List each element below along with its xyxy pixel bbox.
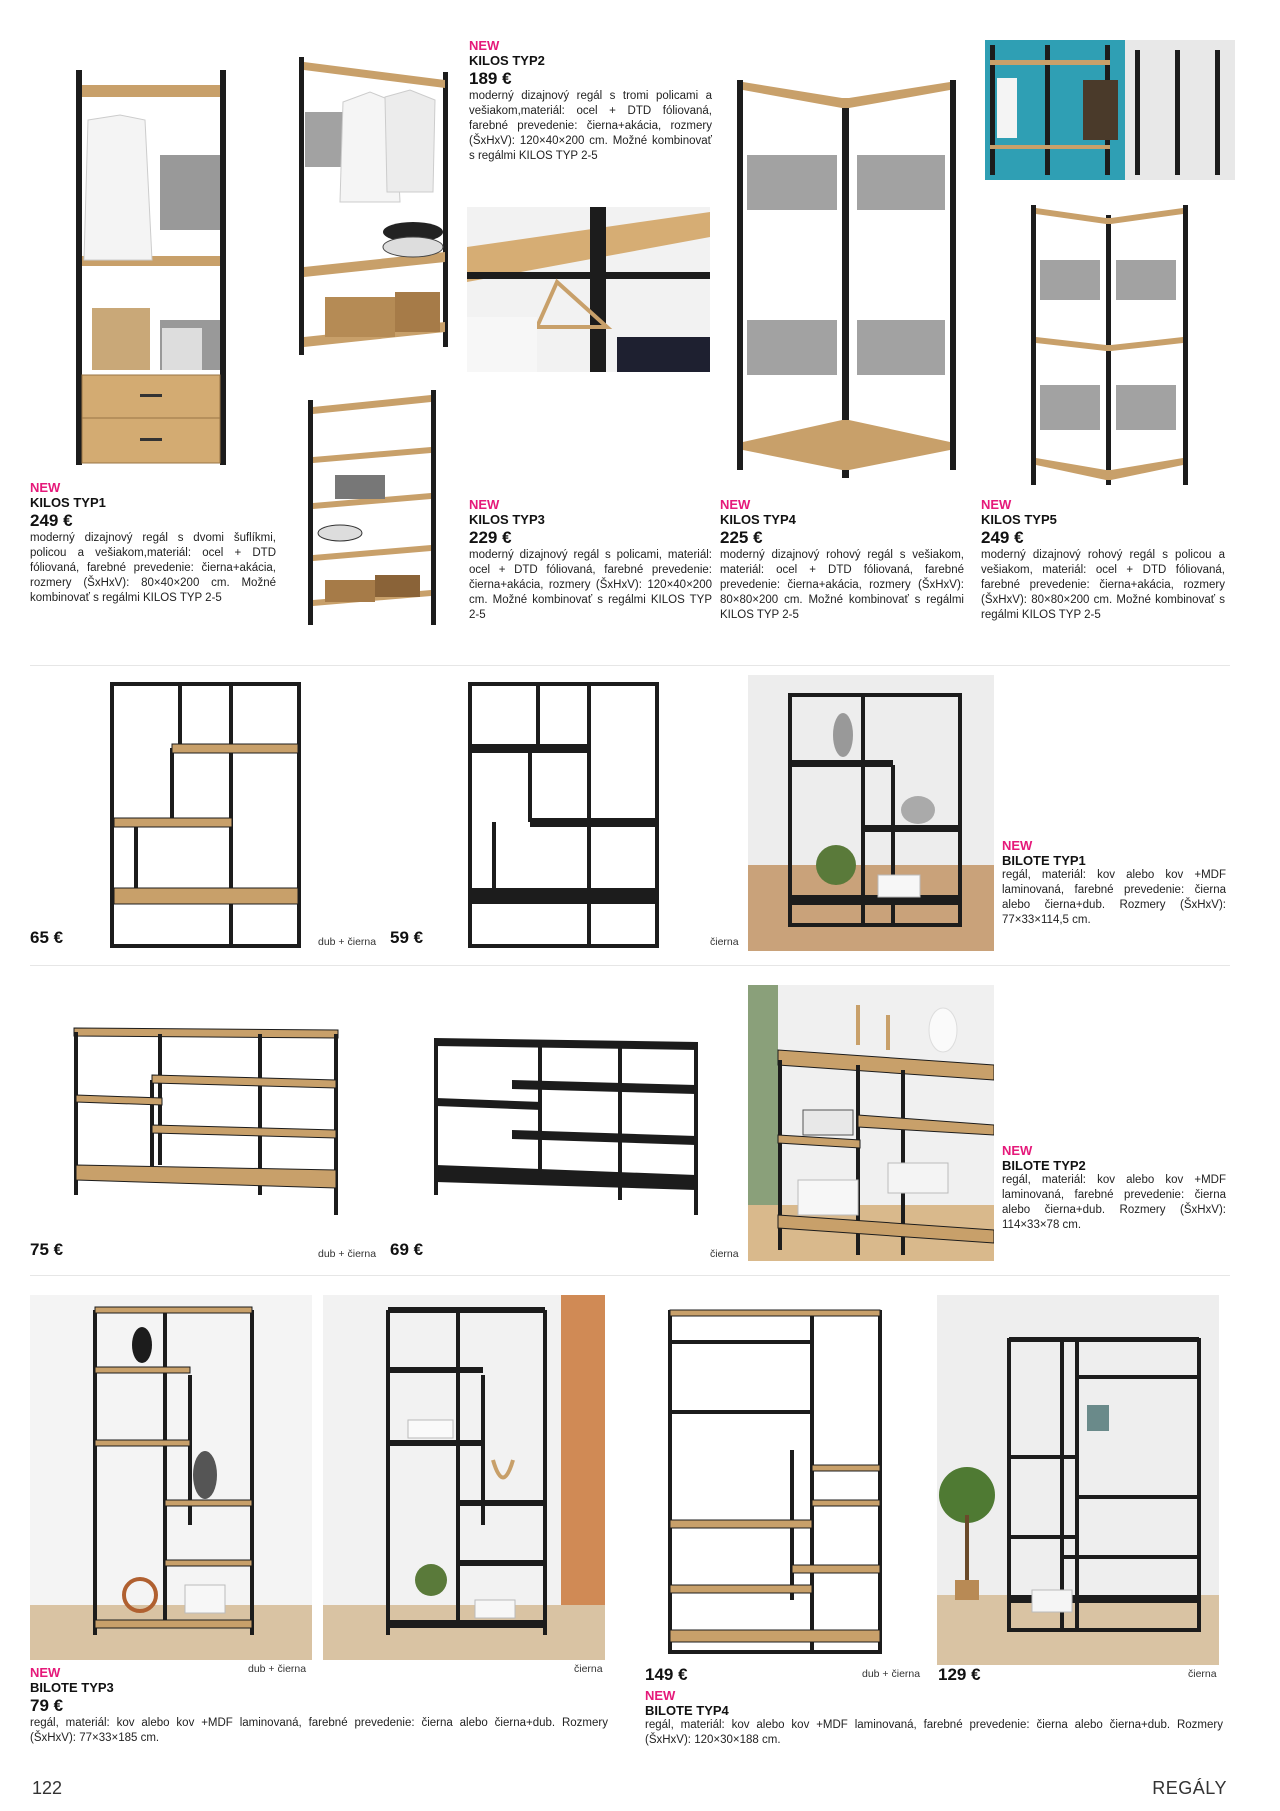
bilote-typ4-info bbox=[645, 1688, 1223, 1748]
new-badge: NEW bbox=[981, 497, 1012, 512]
new-badge: NEW bbox=[30, 1665, 61, 1680]
bilote-typ2-oak-price: 75 € bbox=[30, 1240, 64, 1259]
product-name: KILOS TYP5 bbox=[981, 512, 1057, 527]
product-price: 79 € bbox=[30, 1696, 64, 1715]
product-price: 249 € bbox=[981, 528, 1024, 547]
kilos-typ2-info bbox=[469, 38, 712, 164]
page-number: 122 bbox=[32, 1778, 63, 1798]
new-badge: NEW bbox=[1002, 1143, 1033, 1158]
kilos-typ4-info bbox=[720, 497, 964, 623]
product-description: regál, materiál: kov alebo kov +MDF laminovaná, farebné prevedenie: čierna alebo čierna+dub. Rozmery (ŠxHxV): 77×33×114,5 cm. bbox=[1002, 869, 1226, 926]
bilote-typ3-oak-photo bbox=[30, 1295, 312, 1660]
kilos-typ3-info bbox=[469, 497, 712, 623]
bilote-typ1-black-finish: čierna bbox=[710, 936, 739, 948]
new-badge: NEW bbox=[469, 38, 500, 53]
kilos-typ1-photo bbox=[70, 60, 240, 470]
bilote-typ1-room-photo bbox=[748, 675, 994, 951]
new-badge: NEW bbox=[645, 1688, 676, 1703]
new-badge: NEW bbox=[1002, 838, 1033, 853]
bilote-typ3-black-finish: čierna bbox=[574, 1663, 603, 1675]
product-name: KILOS TYP2 bbox=[469, 53, 545, 68]
new-badge: NEW bbox=[30, 480, 61, 495]
product-description: regál, materiál: kov alebo kov +MDF laminovaná, farebné prevedenie: čierna alebo čierna+dub. Rozmery (ŠxHxV): 120×30×188 cm. bbox=[645, 1719, 1223, 1746]
bilote-typ3-oak-finish: dub + čierna bbox=[248, 1663, 307, 1675]
bilote-typ4-black-photo bbox=[937, 1295, 1219, 1665]
product-price: 249 € bbox=[30, 511, 73, 530]
product-name: KILOS TYP4 bbox=[720, 512, 796, 527]
product-name: BILOTE TYP3 bbox=[30, 1680, 114, 1695]
product-description: moderný dizajnový regál s policami, materiál: ocel + DTD fóliovaná, farebné prevedenie: čierna+akácia, rozmery (ŠxHxV): 120×40×200 cm. Možné kombinovať s regálmi KILOS TYP 2-5 bbox=[469, 549, 712, 621]
product-name: BILOTE TYP4 bbox=[645, 1703, 729, 1718]
bilote-typ2-black-price: 69 € bbox=[390, 1240, 424, 1259]
section-title: REGÁLY bbox=[1152, 1778, 1227, 1798]
section-divider bbox=[30, 665, 1230, 666]
bilote-typ4-black-finish: čierna bbox=[1188, 1668, 1217, 1680]
bilote-typ2-info bbox=[1002, 1143, 1226, 1233]
bilote-typ4-oak-price: 149 € bbox=[645, 1665, 688, 1684]
bilote-typ2-oak-photo bbox=[70, 1020, 345, 1220]
bilote-typ1-oak-finish: dub + čierna bbox=[318, 936, 377, 948]
kilos-typ5-info bbox=[981, 497, 1225, 623]
bilote-typ4-oak-finish: dub + čierna bbox=[862, 1668, 921, 1680]
product-name: BILOTE TYP1 bbox=[1002, 853, 1086, 868]
bilote-typ2-black-photo bbox=[430, 1030, 705, 1220]
kilos-typ5-room-photo bbox=[985, 40, 1235, 180]
section-divider bbox=[30, 965, 1230, 966]
bilote-typ1-black-price: 59 € bbox=[390, 928, 424, 947]
kilos-typ1-info bbox=[30, 480, 276, 606]
product-name: KILOS TYP1 bbox=[30, 495, 106, 510]
product-name: BILOTE TYP2 bbox=[1002, 1158, 1086, 1173]
bilote-typ4-oak-photo bbox=[662, 1300, 892, 1668]
kilos-detail-photo bbox=[467, 207, 710, 372]
product-price: 189 € bbox=[469, 69, 512, 88]
product-description: moderný dizajnový regál s dvomi šuflíkmi, policou a vešiakom,materiál: ocel + DTD fóliovaná, farebné prevedenie: čierna+akácia, rozmery (ŠxHxV): 80×40×200 cm. Možné kombinovať s regálmi KILOS TYP 2-5 bbox=[30, 532, 276, 604]
bilote-typ3-info bbox=[30, 1665, 608, 1746]
bilote-typ1-oak-price: 65 € bbox=[30, 928, 64, 947]
product-description: moderný dizajnový rohový regál s vešiakom, materiál: ocel + DTD fóliovaná, farebné prevedenie: čierna+akácia, rozmery (ŠxHxV): 80×80×200 cm. Možné kombinovať s regálmi KILOS TYP 2-5 bbox=[720, 549, 964, 621]
kilos-typ4-photo bbox=[732, 70, 962, 480]
product-description: moderný dizajnový rohový regál s policou a vešiakom, materiál: ocel + DTD fóliovaná, farebné prevedenie: čierna+akácia, rozmery (ŠxHxV): 80×80×200 cm. Možné kombinovať s regálmi KILOS TYP 2-5 bbox=[981, 549, 1225, 621]
product-description: moderný dizajnový regál s tromi policami a vešiakom,materiál: ocel + DTD fóliovaná, farebné prevedenie: čierna+akácia, rozmery (ŠxHxV): 120×40×200 cm. Možné kombinovať s regálmi KILOS TYP 2-5 bbox=[469, 90, 712, 162]
new-badge: NEW bbox=[720, 497, 751, 512]
product-price: 229 € bbox=[469, 528, 512, 547]
bilote-typ2-room-photo bbox=[748, 985, 994, 1261]
new-badge: NEW bbox=[469, 497, 500, 512]
product-price: 225 € bbox=[720, 528, 763, 547]
bilote-typ1-black-photo bbox=[466, 680, 661, 950]
product-name: KILOS TYP3 bbox=[469, 512, 545, 527]
bilote-typ2-black-finish: čierna bbox=[710, 1248, 739, 1260]
bilote-typ3-black-photo bbox=[323, 1295, 605, 1660]
kilos-typ3-photo bbox=[305, 385, 440, 630]
kilos-typ2-photo bbox=[295, 52, 455, 357]
product-description: regál, materiál: kov alebo kov +MDF laminovaná, farebné prevedenie: čierna alebo čierna+dub. Rozmery (ŠxHxV): 114×33×78 cm. bbox=[1002, 1174, 1226, 1231]
bilote-typ1-info bbox=[1002, 838, 1226, 928]
product-description: regál, materiál: kov alebo kov +MDF laminovaná, farebné prevedenie: čierna alebo čierna+dub. Rozmery (ŠxHxV): 77×33×185 cm. bbox=[30, 1717, 608, 1744]
bilote-typ1-oak-photo bbox=[108, 680, 303, 950]
kilos-typ5-photo bbox=[1028, 200, 1193, 490]
bilote-typ4-black-price: 129 € bbox=[938, 1665, 981, 1684]
bilote-typ2-oak-finish: dub + čierna bbox=[318, 1248, 377, 1260]
section-divider bbox=[30, 1275, 1230, 1276]
